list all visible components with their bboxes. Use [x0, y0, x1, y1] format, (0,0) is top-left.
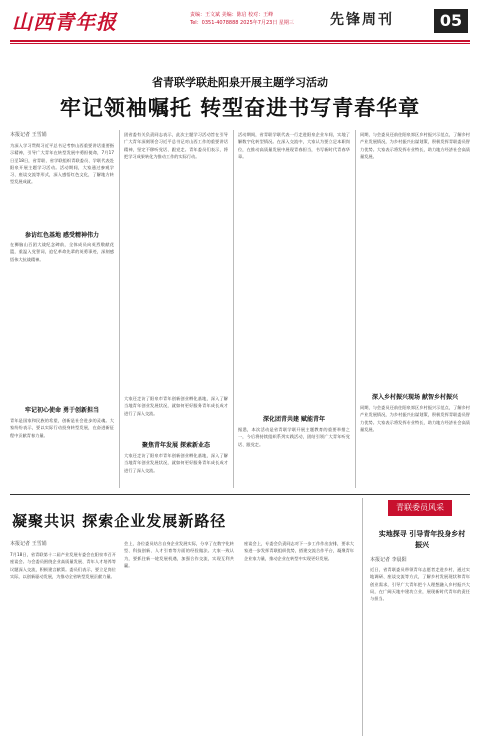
second-col2: 会上，各位委员结合自身企业发展实际，分享了在数字化转型、科技创新、人才引育等方面的经验做法。大家一致认为，要抓住新一轮发展机遇，加强合作交流，实现互利共赢。 — [124, 541, 234, 568]
column-divider — [355, 130, 356, 488]
masthead-rule-thin — [10, 43, 470, 44]
sidebar-byline: 本报记者 李晨阳 — [370, 557, 407, 563]
column-divider — [119, 130, 120, 488]
lead-col4-para: 同期，与会委员还前往阳泉郊区乡村振兴示范点，了解乡村产业发展情况，为乡村振兴出谋划策，积极发挥青联委员智力优势。大家表示将发挥专业特长，助力地方经济社会高质量发展。 — [360, 132, 470, 159]
lead-col2-para3: 大家还走访了阳泉市青年创新创业孵化基地，深入了解当地青年创业发展状况，就如何更好服务青年成长成才进行了深入交流。 — [124, 453, 228, 473]
column-divider — [233, 130, 234, 488]
masthead-rule — [10, 40, 470, 42]
lead-col2-para: 团省委有关负责同志表示，此次主题学习活动旨在引导广大青年深刻领会习近平总书记对山西工作的重要讲话精神，坚定不移听党话、跟党走。青年委员们表示，将把学习成果转化为推动工作的实际行动。 — [124, 132, 228, 159]
section-divider — [10, 494, 470, 495]
lead-col3-para2: 据悉，本次活动是省青联学联开展主题教育的重要举措之一，今后将持续组织系列实践活动，团结引领广大青年听党话、跟党走。 — [238, 427, 350, 447]
second-col1: 7月18日，省青联第十二届产业发展专委会在阳泉市召开座谈会。与会委员围绕企业高质量发展、青年人才培养等议题深入交流，积极建言献策。委员们表示，要立足岗位实际，以创新驱动发展，为推动全省转型发展贡献力量。 — [10, 552, 116, 579]
lead-col1-para: 为深入学习贯彻习近平总书记考察山西重要讲话重要指示精神，引导广大青年在转型发展中勇担使命，7月17日至18日，省青联、省学联组织青联委员、学联代表赴阳泉开展主题学习活动。活动期间，大家通过参观学习、座谈交流等形式，深入感悟红色文化，了解地方转型发展成就。 — [10, 143, 114, 185]
masthead — [0, 0, 480, 44]
second-col3: 座谈会上，专委会负责同志对下一步工作作出安排，要求大家进一步发挥青联组织优势，搭建交流合作平台，凝聚青年企业家力量，推动企业在转型中实现更好发展。 — [244, 541, 354, 561]
lead-subhead-2: 深化团青共建 赋能青年 — [262, 416, 326, 423]
lead-subhead-1: 参访红色基地 感受精神伟力 — [24, 232, 100, 239]
contact-date-line: Tel：0351-4078888 2025年7月23日 星期三 — [190, 20, 294, 26]
second-headline: 凝聚共识 探索企业发展新路径 — [12, 512, 227, 530]
lead-col1-para2: 在狮脑山百团大战纪念碑前，全体成员向英烈敬献花篮，重温入党誓词，追忆革命先辈的英勇事迹，深刻感悟伟大抗战精神。 — [10, 242, 114, 262]
editor-line: 责编：王文斌 美编：陈启 校对：王峰 — [190, 12, 274, 18]
lead-kicker: 省青联学联赴阳泉开展主题学习活动 — [152, 76, 328, 89]
lead-col3-para: 活动期间，省青联学联代表一行走进阳泉企业车间，实地了解数字化转型情况。在深入交流中，大家认为要立足本职岗位，在推动高质量发展中展现青春担当，书写新时代青春华章。 — [238, 132, 350, 159]
sidebar-headline: 实地探寻 引导青年投身乡村振兴 — [378, 529, 466, 549]
section-title: 先锋周刊 — [330, 12, 394, 28]
newspaper-logo: 山西青年报 — [12, 10, 117, 34]
lead-subhead-4: 牢记初心使命 勇于创新担当 — [24, 407, 100, 414]
lead-col1-para3: 青年是国家和民族的希望，创新是社会进步的灵魂。大家纷纷表示，要以实际行动投身转型发展，在奋进新征程中贡献青春力量。 — [10, 418, 114, 438]
lead-subhead-5: 聚焦青年发展 探索新业态 — [141, 442, 211, 449]
second-byline: 本报记者 王雪娟 — [10, 541, 47, 547]
sidebar-text: 近日，省青联委员带领青年志愿者走进乡村，通过实地调研、座谈交流等方式，了解乡村发展现状和青年创业需求，引导广大青年把个人理想融入乡村振兴大局，在广阔天地中建功立业，展现新时代青年的责任与担当。 — [370, 567, 470, 602]
column-divider — [362, 498, 363, 736]
lead-byline: 本报记者 王雪娟 — [10, 132, 47, 138]
column-badge-label: 青联委员风采 — [396, 503, 444, 512]
lead-subhead-3: 深入乡村振兴现场 献智乡村振兴 — [371, 394, 459, 401]
lead-col2-para2: 大家还走访了阳泉市青年创新创业孵化基地，深入了解当地青年创业发展状况，就如何更好服务青年成长成才进行了深入交流。 — [124, 396, 228, 416]
column-badge — [388, 500, 452, 516]
lead-headline: 牢记领袖嘱托 转型奋进书写青春华章 — [59, 95, 421, 120]
page-number: 05 — [434, 9, 468, 33]
lead-col4-para2: 同期，与会委员还前往阳泉郊区乡村振兴示范点，了解乡村产业发展情况，为乡村振兴出谋划策，积极发挥青联委员智力优势。大家表示将发挥专业特长，助力地方经济社会高质量发展。 — [360, 405, 470, 432]
editor-info — [190, 11, 294, 27]
